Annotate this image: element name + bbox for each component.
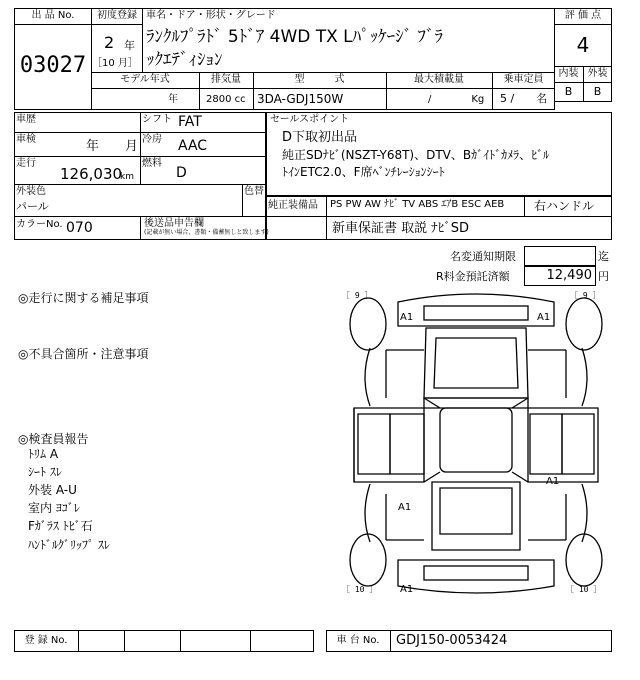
damage-mark-rear: A1 xyxy=(400,584,414,595)
interior-label: 内装 xyxy=(558,68,579,79)
report-item: 室内 ﾖｺﾞﾚ xyxy=(28,501,80,515)
history-label: 車歴 xyxy=(16,114,36,125)
max-load-label: 最大積載量 xyxy=(414,74,464,85)
recycle-label: R料金預託済額 xyxy=(436,270,510,283)
mileage-unit: km xyxy=(120,172,134,182)
deadline-label: 名変通知期限 xyxy=(450,250,516,263)
sales-line1: D下取初出品 xyxy=(282,130,358,145)
mileage-value: 126,030 xyxy=(60,165,123,183)
inspection-value: 年 月 xyxy=(86,139,139,154)
inspection-label: 車検 xyxy=(16,134,36,145)
recycle-value: 12,490 xyxy=(546,268,592,283)
chassis-label: 車 台 No. xyxy=(336,635,380,646)
equipment-value: PS PW AW ﾅﾋﾞ TV ABS ｴｱB ESC AEB xyxy=(330,199,505,210)
grade-value: 4 xyxy=(576,33,590,57)
inspector-label: ◎検査員報告 xyxy=(18,432,89,446)
equipment-extras: 新車保証書 取説 ﾅﾋﾞSD xyxy=(332,221,470,236)
running-notes-label: ◎走行に関する補足事項 xyxy=(18,291,149,305)
type-label: 型 式 xyxy=(294,74,345,85)
report-item: Fｶﾞﾗｽ ﾄﾋﾞ石 xyxy=(28,519,93,533)
defects-label: ◎不具合箇所・注意事項 xyxy=(18,347,149,361)
mileage-label: 走行 xyxy=(16,158,36,169)
damage-mark-left-side: A1 xyxy=(398,502,412,513)
handle-value: 右ハンドル xyxy=(534,199,595,213)
grade-label: 評 価 点 xyxy=(564,10,602,21)
sales-label: セールスポイント xyxy=(270,114,350,125)
recycle-unit: 円 xyxy=(598,270,609,283)
exterior-label: 外装 xyxy=(587,68,608,79)
sales-line3: ﾄｲﾝETC2.0、F席ﾍﾞﾝﾁﾚｰｼｮﾝｼｰﾄ xyxy=(282,165,445,179)
color-change-label: 色替 xyxy=(244,186,264,197)
model-year-label: モデル年式 xyxy=(120,74,170,85)
model-year-unit: 年 xyxy=(168,94,178,105)
capacity-label: 乗車定員 xyxy=(503,74,544,85)
lot-number: 03027 xyxy=(19,53,87,78)
report-item: ﾊﾝﾄﾞﾙｸﾞﾘｯﾌﾟ ｽﾚ xyxy=(28,538,110,552)
car-name-label: 車名・ドア・形状・グレード xyxy=(146,10,276,21)
shift-label: シフト xyxy=(142,114,172,125)
reg-month: ［10 月］ xyxy=(92,58,138,69)
aircon-value: AAC xyxy=(178,138,208,154)
report-item: 外装 A-U xyxy=(28,483,77,497)
displacement-label: 排気量 xyxy=(211,74,241,85)
interior-grade: B xyxy=(564,85,573,98)
fuel-label: 燃料 xyxy=(142,158,162,169)
ext-color-value: パール xyxy=(16,200,49,213)
max-load-value: / Kg xyxy=(428,94,485,105)
damage-mark-front-right: A1 xyxy=(537,312,551,323)
sales-line2: 純正SDﾅﾋﾞ(NSZT-Y68T)、DTV、Bｶﾞｲﾄﾞｶﾒﾗ、ﾋﾞﾙ xyxy=(282,148,550,162)
car-condition-diagram xyxy=(340,288,612,600)
first-reg-label: 初度登録 xyxy=(97,10,137,21)
equipment-label: 純正装備品 xyxy=(268,200,318,211)
reg-year-unit: 年 xyxy=(124,39,135,52)
fuel-value: D xyxy=(176,165,187,181)
car-name-line2: ｯｸｴﾃﾞｨｼｮﾝ xyxy=(146,50,223,70)
lot-label: 出 品 No. xyxy=(31,10,75,21)
capacity-value: 5 / 名 xyxy=(500,92,548,105)
color-no-value: 070 xyxy=(66,220,93,236)
diagram-tire-bottom-right: ［ 10 ］ xyxy=(566,585,602,594)
diagram-tire-top-right: ［ 9 ］ xyxy=(570,291,601,300)
report-item: ﾄﾘﾑ A xyxy=(28,447,59,461)
ext-color-label: 外装色 xyxy=(16,186,46,197)
diagram-tire-top-left: ［ 9 ］ xyxy=(342,291,373,300)
after-note: (記載が無い場合、書類・備蓄無しと致します) xyxy=(144,229,269,236)
deadline-field xyxy=(524,246,596,266)
deadline-unit: 迄 xyxy=(598,250,609,263)
color-no-label: カラーNo. xyxy=(16,219,63,230)
chassis-value: GDJ150-0053424 xyxy=(396,633,508,648)
registration-label: 登 録 No. xyxy=(24,635,68,646)
aircon-label: 冷房 xyxy=(142,134,162,145)
car-name-line1: ﾗﾝｸﾙﾌﾟﾗﾄﾞ 5ﾄﾞｱ 4WD TX Lﾊﾟｯｹｰｼﾞ ﾌﾞﾗ xyxy=(146,27,444,47)
displacement-value: 2800 cc xyxy=(206,94,246,105)
diagram-tire-bottom-left: ［ 10 ］ xyxy=(342,585,378,594)
damage-mark-front-left: A1 xyxy=(400,312,414,323)
reg-year: 2 xyxy=(104,33,115,52)
exterior-grade: B xyxy=(593,85,602,98)
damage-mark-right-side: A1 xyxy=(546,476,560,487)
report-item: ｼｰﾄ ｽﾚ xyxy=(28,465,62,479)
after-label: 後送品申告欄 xyxy=(144,218,204,229)
type-value: 3DA-GDJ150W xyxy=(257,92,344,106)
shift-value: FAT xyxy=(178,114,202,130)
